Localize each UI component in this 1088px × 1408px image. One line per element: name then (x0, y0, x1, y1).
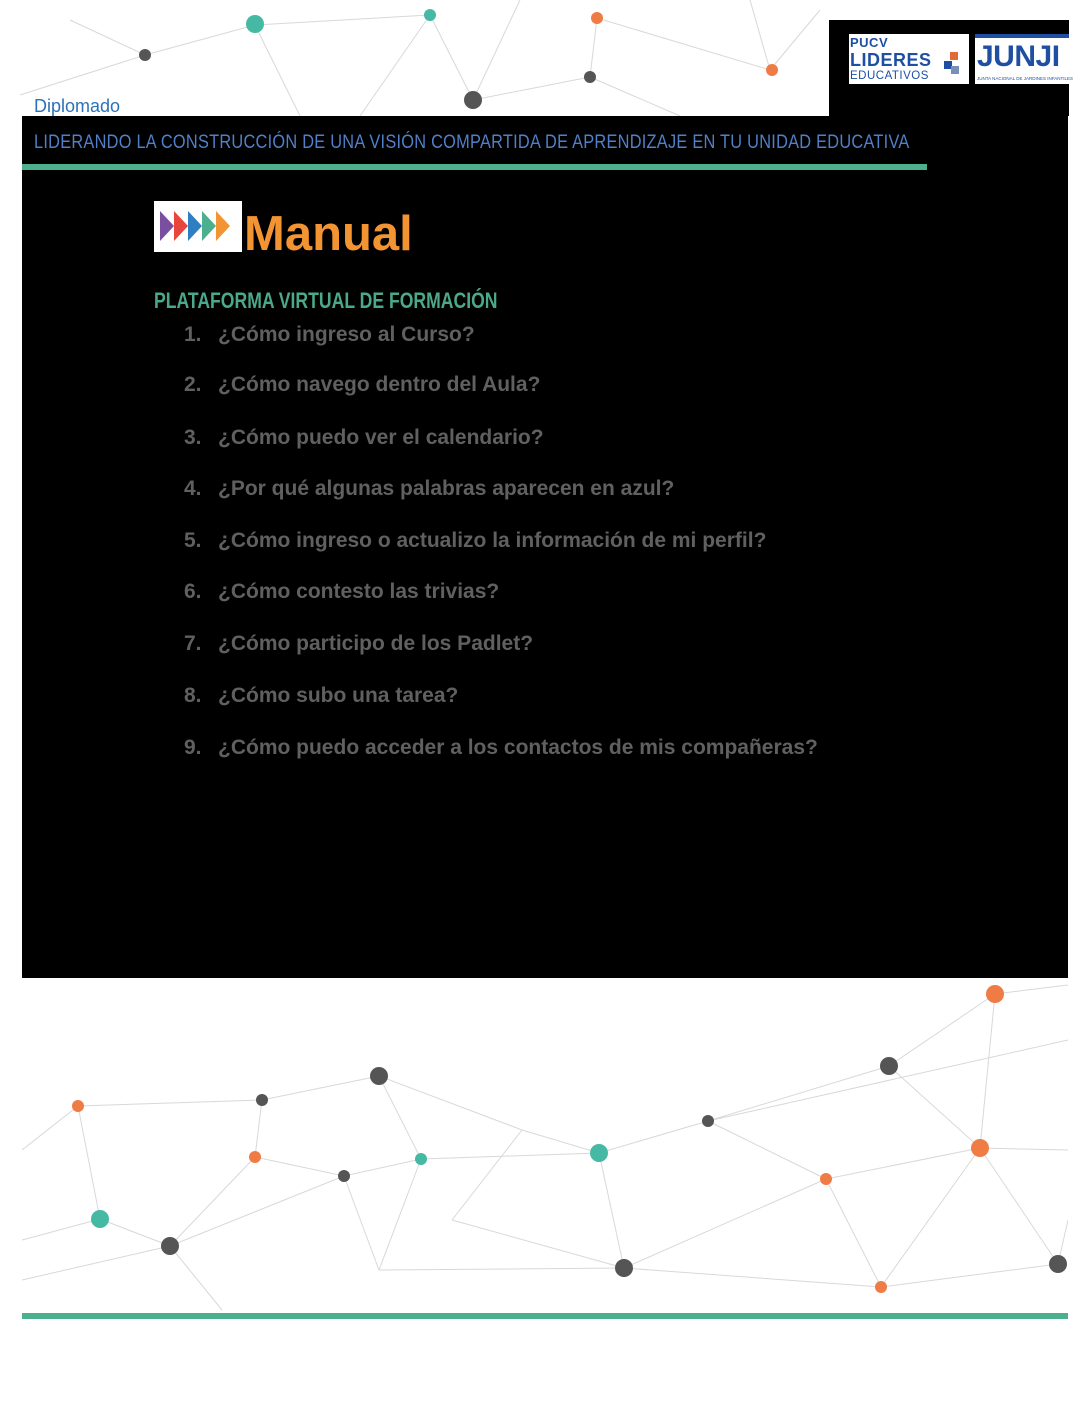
diplomado-label: Diplomado (34, 96, 121, 116)
list-item-number: 3. (184, 426, 202, 449)
list-item-text: ¿Cómo ingreso al Curso? (218, 323, 475, 346)
list-item-number: 1. (184, 323, 202, 346)
list-item[interactable] (0, 736, 900, 766)
list-item[interactable] (0, 684, 900, 714)
educativos-text: EDUCATIVOS (850, 70, 929, 82)
list-item-text: ¿Cómo ingreso o actualizo la información de mi perfil? (218, 529, 767, 552)
list-item[interactable] (0, 426, 900, 456)
junji-logo (975, 34, 1074, 84)
junji-text: JUNJI (977, 40, 1060, 73)
list-item-text: ¿Cómo subo una tarea? (218, 684, 459, 707)
lideres-text: LIDERES (850, 50, 932, 70)
bottom-network-pattern (22, 980, 1068, 1315)
list-item-number: 5. (184, 529, 202, 552)
list-item[interactable] (0, 323, 900, 353)
list-item-text: ¿Cómo puedo acceder a los contactos de mis compañeras? (218, 736, 818, 759)
list-item[interactable] (0, 580, 900, 610)
list-item[interactable] (0, 373, 900, 403)
list-item-text: ¿Cómo navego dentro del Aula? (218, 373, 541, 396)
pucv-text: PUCV (850, 35, 889, 50)
pucv-lideres-logo (849, 34, 969, 84)
list-item-number: 9. (184, 736, 202, 759)
platform-subtitle: PLATAFORMA VIRTUAL DE FORMACIÓN (154, 288, 498, 313)
footer-divider (22, 1313, 1068, 1319)
manual-title: Manual (244, 207, 413, 261)
list-item-number: 6. (184, 580, 202, 603)
list-item[interactable] (0, 477, 900, 507)
list-item-number: 4. (184, 477, 202, 500)
list-item[interactable] (0, 632, 900, 662)
list-item-text: ¿Cómo participo de los Padlet? (218, 632, 534, 655)
cubes-logo-icon (942, 52, 960, 78)
list-item-number: 2. (184, 373, 202, 396)
list-item-text: ¿Cómo contesto las trivias? (218, 580, 500, 603)
course-title: LIDERANDO LA CONSTRUCCIÓN DE UNA VISIÓN COMPARTIDA DE APRENDIZAJE EN TU UNIDAD EDUCATIVA (34, 132, 910, 153)
list-item[interactable] (0, 529, 900, 559)
list-item-number: 7. (184, 632, 202, 655)
arrows-icon (154, 201, 242, 252)
logos-area (829, 20, 1074, 116)
list-item-text: ¿Cómo puedo ver el calendario? (218, 426, 544, 449)
junji-subtitle: JUNTA NACIONAL DE JARDINES INFANTILES (977, 76, 1074, 81)
list-item-number: 8. (184, 684, 202, 707)
header-divider (22, 164, 927, 170)
top-network-pattern (0, 0, 830, 116)
list-item-text: ¿Por qué algunas palabras aparecen en azul? (218, 477, 675, 500)
